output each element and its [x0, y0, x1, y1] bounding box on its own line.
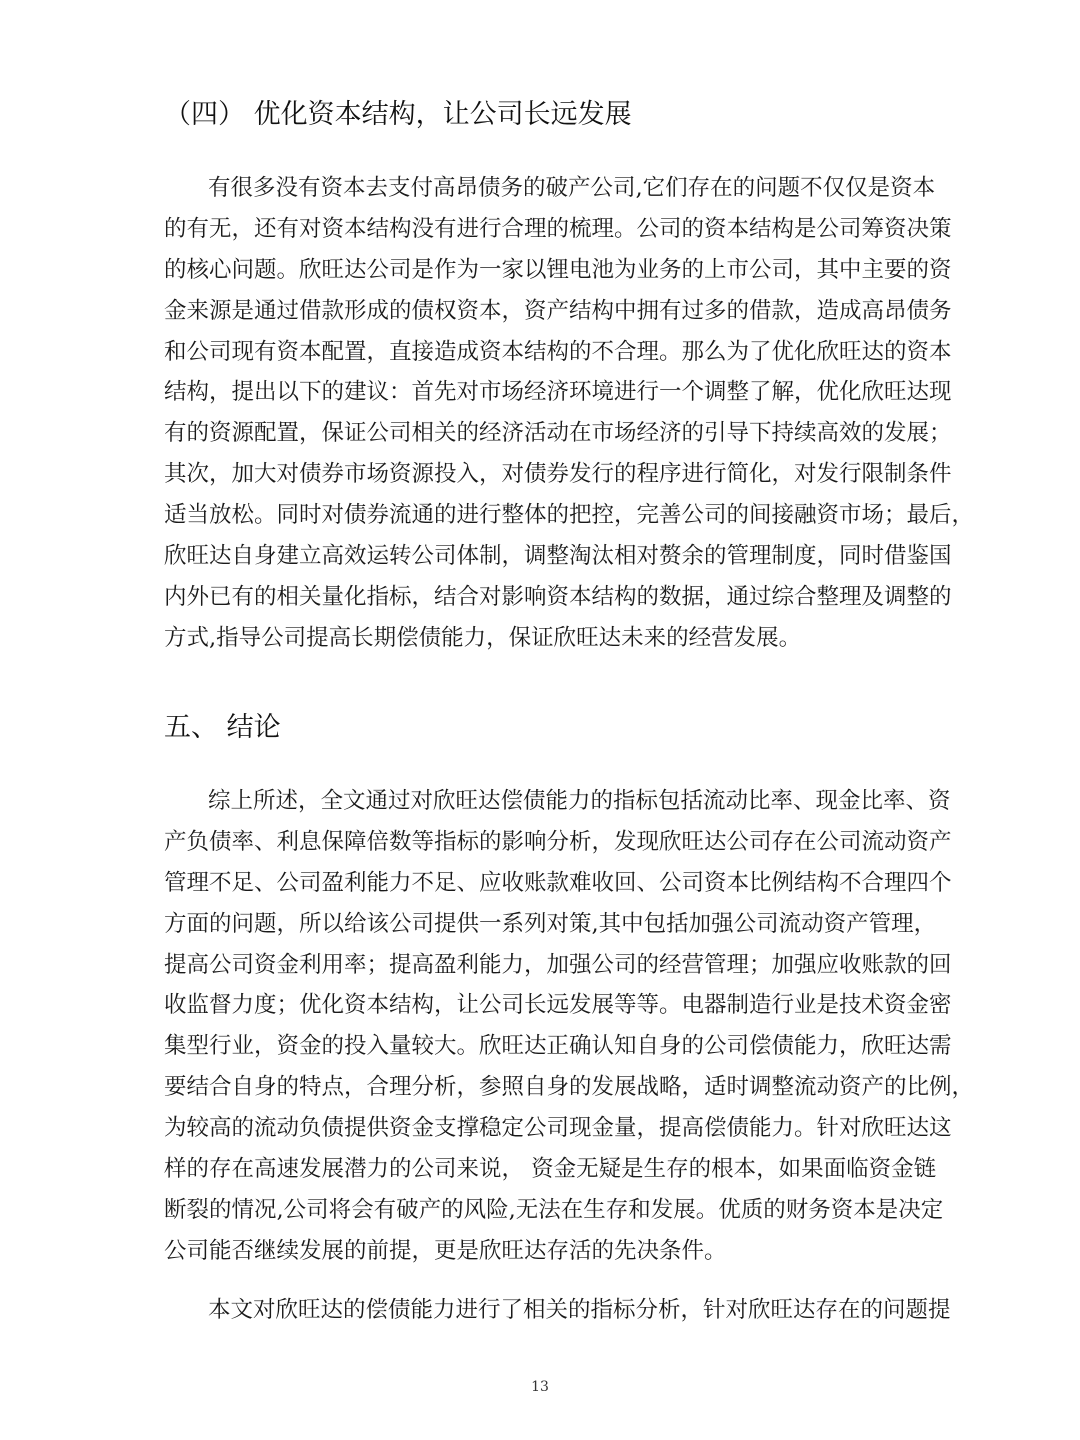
- text-line: 内外已有的相关量化指标，结合对影响资本结构的数据，通过综合整理及调整的: [164, 583, 952, 610]
- section-heading-4: （四） 优化资本结构，让公司长远发展: [164, 99, 632, 130]
- text-line: 和公司现有资本配置，直接造成资本结构的不合理。那么为了优化欣旺达的资本: [164, 338, 952, 365]
- section-4-paragraph: [164, 168, 975, 659]
- text-line: 的有无，还有对资本结构没有进行合理的梳理。公司的资本结构是公司筹资决策: [164, 215, 952, 242]
- text-line: 的核心问题。欣旺达公司是作为一家以锂电池为业务的上市公司，其中主要的资: [164, 256, 952, 283]
- text-line: 产负债率、利息保障倍数等指标的影响分析，发现欣旺达公司存在公司流动资产: [164, 828, 952, 855]
- text-line: 要结合自身的特点，合理分析，参照自身的发展战略，适时调整流动资产的比例，: [164, 1074, 975, 1101]
- text-line: 本文对欣旺达的偿债能力进行了相关的指标分析，针对欣旺达存在的问题提: [208, 1297, 951, 1323]
- text-line: 管理不足、公司盈利能力不足、应收账款难收回、公司资本比例结构不合理四个: [164, 869, 952, 896]
- text-line: 金来源是通过借款形成的债权资本，资产结构中拥有过多的借款，造成高昂债务: [164, 297, 952, 324]
- text-line: 提高公司资金利用率；提高盈利能力，加强公司的经营管理；加强应收账款的回: [164, 951, 952, 978]
- text-line: 方面的问题，所以给该公司提供一系列对策,其中包括加强公司流动资产管理，: [164, 910, 937, 937]
- section-heading-5: 五、 结论: [164, 712, 281, 743]
- text-line: 断裂的情况,公司将会有破产的风险,无法在生存和发展。优质的财务资本是决定: [164, 1196, 944, 1223]
- text-line: 适当放松。同时对债券流通的进行整体的把控，完善公司的间接融资市场；最后，: [164, 502, 975, 529]
- text-line: 方式,指导公司提高长期偿债能力，保证欣旺达未来的经营发展。: [164, 624, 802, 651]
- text-line: 欣旺达自身建立高效运转公司体制，调整淘汰相对赘余的管理制度，同时借鉴国: [164, 543, 952, 570]
- text-line: 样的存在高速发展潜力的公司来说， 资金无疑是生存的根本，如果面临资金链: [164, 1156, 937, 1183]
- text-line: 集型行业，资金的投入量较大。欣旺达正确认知自身的公司偿债能力，欣旺达需: [164, 1033, 952, 1060]
- conclusion-paragraph-1: [164, 781, 975, 1272]
- text-line: 其次，加大对债券市场资源投入，对债券发行的程序进行简化，对发行限制条件: [164, 461, 952, 488]
- conclusion-paragraph-2: [164, 1290, 951, 1331]
- text-line: 公司能否继续发展的前提，更是欣旺达存活的先决条件。: [164, 1237, 727, 1264]
- text-line: 有的资源配置，保证公司相关的经济活动在市场经济的引导下持续高效的发展；: [164, 420, 952, 447]
- text-line: 结构，提出以下的建议：首先对市场经济环境进行一个调整了解，优化欣旺达现: [164, 379, 952, 406]
- page-number: 13: [531, 1379, 549, 1395]
- text-line: 为较高的流动负债提供资金支撑稳定公司现金量，提高偿债能力。针对欣旺达这: [164, 1115, 952, 1142]
- text-line: 有很多没有资本去支付高昂债务的破产公司,它们存在的问题不仅仅是资本: [208, 175, 936, 201]
- text-line: 收监督力度；优化资本结构，让公司长远发展等等。电器制造行业是技术资金密: [164, 992, 952, 1019]
- text-line: 综上所述，全文通过对欣旺达偿债能力的指标包括流动比率、现金比率、资: [208, 788, 951, 814]
